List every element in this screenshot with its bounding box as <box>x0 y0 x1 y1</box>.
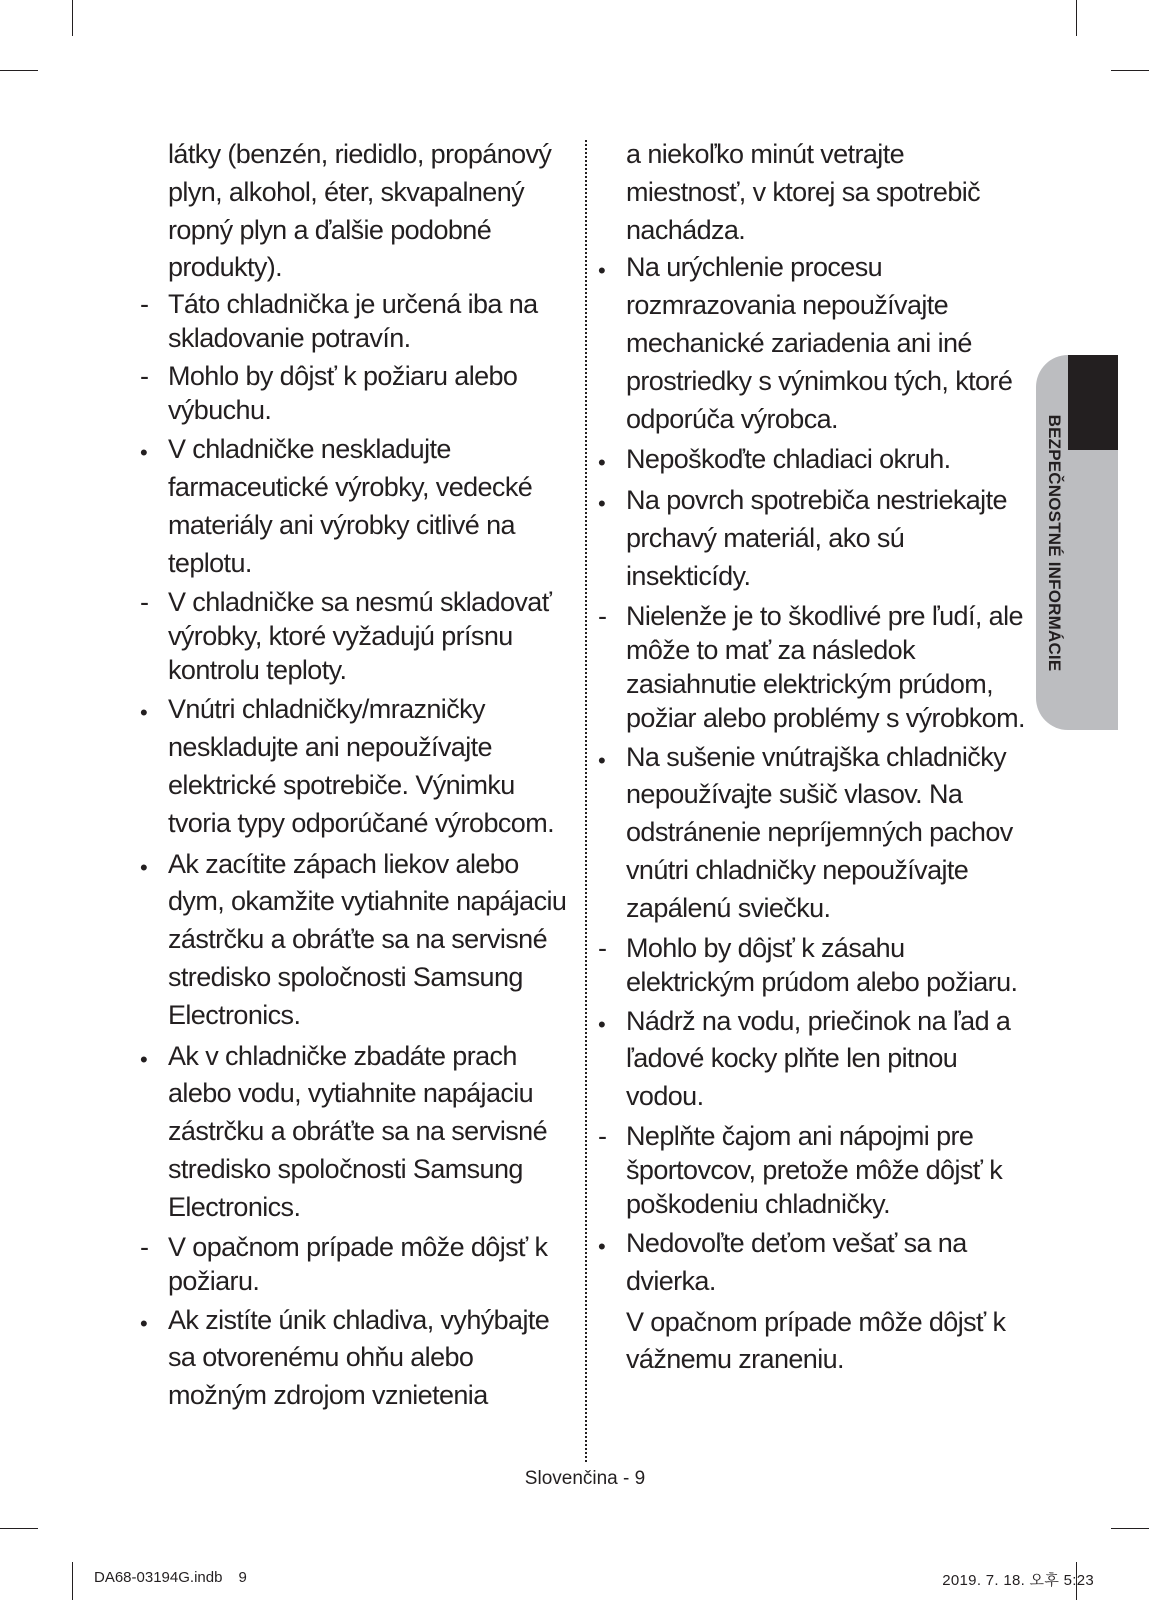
item-text: Ak v chladničke zbadáte prach alebo vodu, vytiahnite napájaciu zástrčku a obráťte sa na servisné stredisko spoločnosti Samsung Electronics. <box>168 1040 548 1222</box>
bullet-marker: • <box>140 1046 148 1072</box>
crop-mark <box>1076 0 1077 36</box>
dash-marker: - <box>140 587 149 618</box>
bullet-marker: • <box>140 1310 148 1336</box>
column-divider <box>585 140 587 1462</box>
dash-item <box>140 585 572 687</box>
dash-marker: - <box>598 600 607 631</box>
bullet-item <box>140 846 572 1035</box>
left-column <box>140 136 572 1418</box>
item-text: Nedovoľte deťom vešať sa na dvierka. <box>626 1227 967 1296</box>
bullet-marker: • <box>140 854 148 880</box>
bullet-item <box>598 249 1030 438</box>
page-number: Slovenčina - 9 <box>524 1468 646 1489</box>
item-text: V chladničke sa nesmú skladovať výrobky, ktoré vyžadujú prísnu kontrolu teploty. <box>168 587 552 686</box>
paragraph <box>140 136 572 287</box>
item-text: Neplňte čajom ani nápojmi pre športovcov, pretože môže dôjsť k poškodeniu chladničky. <box>626 1120 1003 1219</box>
bullet-marker: • <box>598 450 606 476</box>
bullet-marker: • <box>140 700 148 726</box>
bullet-marker: • <box>598 1011 606 1037</box>
crop-mark <box>0 1528 38 1529</box>
item-text: Nielenže je to škodlivé pre ľudí, ale môže to mať za následok zasiahnutie elektrickým prúdom, požiar alebo problémy s výrobkom. <box>626 600 1025 733</box>
item-text: Ak zistíte únik chladiva, vyhýbajte sa otvorenému ohňu alebo možným zdrojom vznietenia <box>168 1304 550 1411</box>
item-text: Vnútri chladničky/mrazničky neskladujte ani nepoužívajte elektrické spotrebiče. Výnimku tvoria typy odporúčané výrobcom. <box>168 694 554 838</box>
item-text: Na sušenie vnútrajška chladničky nepoužívajte sušič vlasov. Na odstránenie nepríjemných pachov vnútri chladničky nepoužívajte zapálenú sviečku. <box>626 741 1013 923</box>
footer-page: 9 <box>238 1569 247 1586</box>
bullet-item <box>598 739 1030 928</box>
item-text: Ak zacítite zápach liekov alebo dym, okamžite vytiahnite napájaciu zástrčku a obráťte sa na servisné stredisko spoločnosti Samsung Electronics. <box>168 848 567 1030</box>
print-footer-timestamp: 2019. 7. 18. 오후 5:23 <box>942 1572 1094 1589</box>
crop-mark <box>72 0 73 36</box>
bullet-marker: • <box>140 440 148 466</box>
dash-item <box>140 359 572 427</box>
dash-marker: - <box>140 361 149 392</box>
item-text: V opačnom prípade môže dôjsť k vážnemu zraneniu. <box>626 1306 1006 1375</box>
dash-marker: - <box>598 932 607 963</box>
crop-mark <box>72 1562 73 1600</box>
bullet-item <box>598 441 1030 479</box>
bullet-marker: • <box>598 747 606 773</box>
crop-mark <box>1111 70 1149 71</box>
print-footer-file <box>94 1569 263 1586</box>
item-text: V chladničke neskladujte farmaceutické výrobky, vedecké materiály ani výrobky citlivé na teplotu. <box>168 434 533 578</box>
dash-item <box>598 1119 1030 1221</box>
dash-marker: - <box>140 289 149 320</box>
bullet-marker: • <box>598 258 606 284</box>
dash-item <box>140 1230 572 1298</box>
dash-item <box>598 931 1030 999</box>
right-column <box>598 136 1030 1382</box>
item-text: a niekoľko minút vetrajte miestnosť, v ktorej sa spotrebič nachádza. <box>626 139 981 245</box>
bullet-item <box>598 1225 1030 1301</box>
bullet-item <box>140 1302 572 1415</box>
item-text: Táto chladnička je určená iba na skladovanie potravín. <box>168 289 538 354</box>
bullet-item <box>140 1038 572 1227</box>
item-text: látky (benzén, riedidlo, propánový plyn, alkohol, éter, skvapalnený ropný plyn a ďalšie podobné produkty). <box>168 139 552 283</box>
section-tab-marker <box>1068 355 1118 450</box>
paragraph <box>598 136 1030 249</box>
dash-item <box>140 287 572 355</box>
item-text: V opačnom prípade môže dôjsť k požiaru. <box>168 1231 548 1296</box>
dash-marker: - <box>140 1231 149 1262</box>
item-text: Nádrž na vodu, priečinok na ľad a ľadové kocky plňte len pitnou vodou. <box>626 1005 1011 1112</box>
dash-marker: - <box>598 1120 607 1151</box>
section-tab-label: BEZPEČNOSTNÉ INFORMÁCIE <box>1045 414 1064 672</box>
item-text: Mohlo by dôjsť k zásahu elektrickým prúdom alebo požiaru. <box>626 932 1018 997</box>
paragraph <box>598 1304 1030 1380</box>
bullet-marker: • <box>598 491 606 517</box>
footer-file-name: DA68-03194G.indb <box>94 1569 223 1586</box>
item-text: Na povrch spotrebiča nestriekajte prchavý materiál, ako sú insekticídy. <box>626 485 1007 591</box>
crop-mark <box>1111 1528 1149 1529</box>
crop-mark <box>0 70 38 71</box>
bullet-item <box>598 482 1030 595</box>
bullet-item <box>140 431 572 582</box>
item-text: Nepoškoďte chladiaci okruh. <box>626 444 951 475</box>
item-text: Mohlo by dôjsť k požiaru alebo výbuchu. <box>168 361 518 426</box>
bullet-marker: • <box>598 1233 606 1259</box>
bullet-item <box>140 691 572 842</box>
item-text: Na urýchlenie procesu rozmrazovania nepoužívajte mechanické zariadenia ani iné prostriedky s výnimkou tých, ktoré odporúča výrobca. <box>626 252 1013 434</box>
bullet-item <box>598 1003 1030 1116</box>
dash-item <box>598 599 1030 735</box>
